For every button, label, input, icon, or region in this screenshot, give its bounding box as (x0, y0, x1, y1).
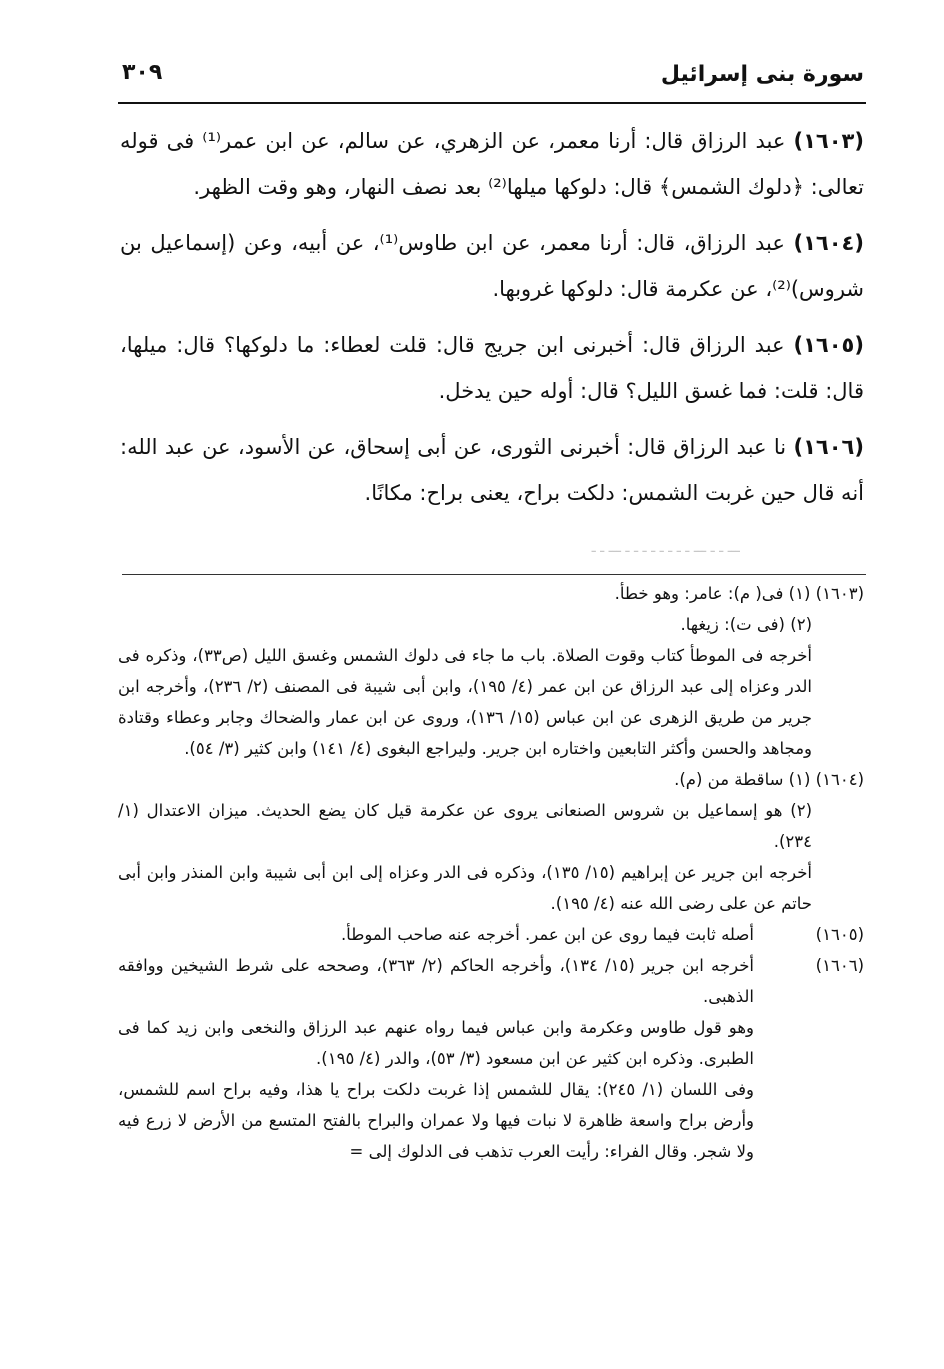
footnote (118, 857, 864, 919)
footnote (118, 578, 864, 609)
hadith-text: عبد الرزاق قال: أرنا معمر، عن الزهري، عن سالم، عن ابن عمر⁽¹⁾ فى قوله تعالى: ﴿دلوك الشمس﴾ قال: دلوكها ميلها⁽²⁾ بعد نصف النهار، وهو وقت الظهر. (120, 129, 864, 199)
footnote (118, 919, 864, 950)
hadith-text: عبد الرزاق قال: أخبرنى ابن جريج قال: قلت لعطاء: ما دلوكها؟ قال: ميلها، قال: قلت: فما غسق الليل؟ قال: أوله حين يدخل. (120, 333, 864, 403)
footnote (118, 609, 864, 640)
footnote-text: (١٦٠٤) (١) ساقطة من (م). (674, 770, 864, 789)
footnote (118, 795, 864, 857)
footnote (118, 1074, 864, 1167)
running-title: سورة بنى إسرائيل (660, 62, 864, 87)
footnote (118, 950, 864, 1012)
footnote-text: وهو قول طاوس وعكرمة وابن عباس فيما رواه عنهم عبد الرزاق والنخعى وابن زيد كما فى الطبرى. وذكره ابن كثير عن ابن مسعود (٣/ ٥٣)، والدر (٤/ ١٩٥). (118, 1018, 754, 1068)
hadith-paragraph (120, 424, 864, 516)
faded-bleedthrough-line: ـــ ـ ـ ـــ ـ ـ ـ ـ ـ ـ ـ ـ ـــ ـ ـ (591, 540, 740, 556)
footnote-text: (٢) هو إسماعيل بن شروس الصنعانى يروى عن عكرمة قيل كان يضع الحديث. ميزان الاعتدال (١/ ٢٣٤). (118, 801, 812, 851)
hadith-paragraph (120, 322, 864, 414)
main-text (120, 118, 864, 526)
footnote-text: (٢) (فى ت): زيغها. (680, 615, 812, 634)
footnote (118, 640, 864, 764)
footnotes (118, 578, 864, 1167)
footnote-divider (122, 574, 866, 575)
hadith-number: (١٦٠٦) (793, 435, 864, 459)
hadith-paragraph (120, 220, 864, 312)
footnote-number: (١٦٠٦) (815, 956, 864, 975)
header-divider (118, 102, 866, 104)
page-header (118, 58, 864, 98)
footnote-text: وفى اللسان (١/ ٢٤٥): يقال للشمس إذا غربت دلكت براح يا هذا، وفيه براح اسم للشمس، وأرض براح واسعة ظاهرة لا نبات فيها ولا عمران والبراح بالفتح المتسع من الأرض لا زرع فيه ولا شجر. وقال الفراء: رأيت العرب تذهب فى الدلوك إلى = (118, 1080, 754, 1161)
page-number: ٣٠٩ (122, 60, 163, 85)
footnote (118, 764, 864, 795)
footnote (118, 1012, 864, 1074)
footnote-text: أخرجه فى الموطأ كتاب وقوت الصلاة. باب ما جاء فى دلوك الشمس وغسق الليل (ص٣٣)، وذكره فى الدر وعزاه إلى عبد الرزاق عن ابن عمر (٤/ ١٩٥)، وابن أبى شيبة فى المصنف (٢/ ٢٣٦)، وأخرجه ابن جرير من طريق الزهرى عن ابن عباس (١٥/ ١٣٦)، وروى عن ابن عمار والضحاك وجابر وعطاء وقتادة ومجاهد والحسن وأكثر التابعين واختاره ابن جرير. وليراجع البغوى (٤/ ١٤١) وابن كثير (٣/ ٥٤). (118, 646, 813, 758)
footnote-text: (١٦٠٣) (١) فى( م): عامر: وهو خطأ. (614, 584, 864, 603)
footnote-number: (١٦٠٥) (815, 925, 864, 944)
footnote-text: أخرجه ابن جرير (١٥/ ١٣٤)، وأخرجه الحاكم (٢/ ٣٦٣)، وصححه على شرط الشيخين ووافقه الذهبى. (118, 956, 754, 1006)
footnote-text: أخرجه ابن جرير عن إبراهيم (١٥/ ١٣٥)، وذكره فى الدر وعزاه إلى ابن أبى شيبة وابن المنذر وابن أبى حاتم عن على رضى الله عنه (٤/ ١٩٥). (118, 863, 813, 913)
footnote-text: أصله ثابت فيما روى عن ابن عمر. أخرجه عنه صاحب الموطأ. (340, 925, 754, 944)
hadith-number: (١٦٠٥) (793, 333, 864, 357)
hadith-number: (١٦٠٤) (793, 231, 864, 255)
hadith-text: نا عبد الرزاق قال: أخبرنى الثورى، عن أبى إسحاق، عن الأسود، عن عبد الله: أنه قال حين غربت الشمس: دلكت براح، يعنى براح: مكانًا. (120, 435, 864, 505)
hadith-paragraph (120, 118, 864, 210)
hadith-number: (١٦٠٣) (793, 129, 864, 153)
hadith-text: عبد الرزاق، قال: أرنا معمر، عن ابن طاوس⁽¹⁾، عن أبيه، وعن (إسماعيل بن شروس)⁽²⁾، عن عكرمة قال: دلوكها غروبها. (120, 231, 864, 301)
